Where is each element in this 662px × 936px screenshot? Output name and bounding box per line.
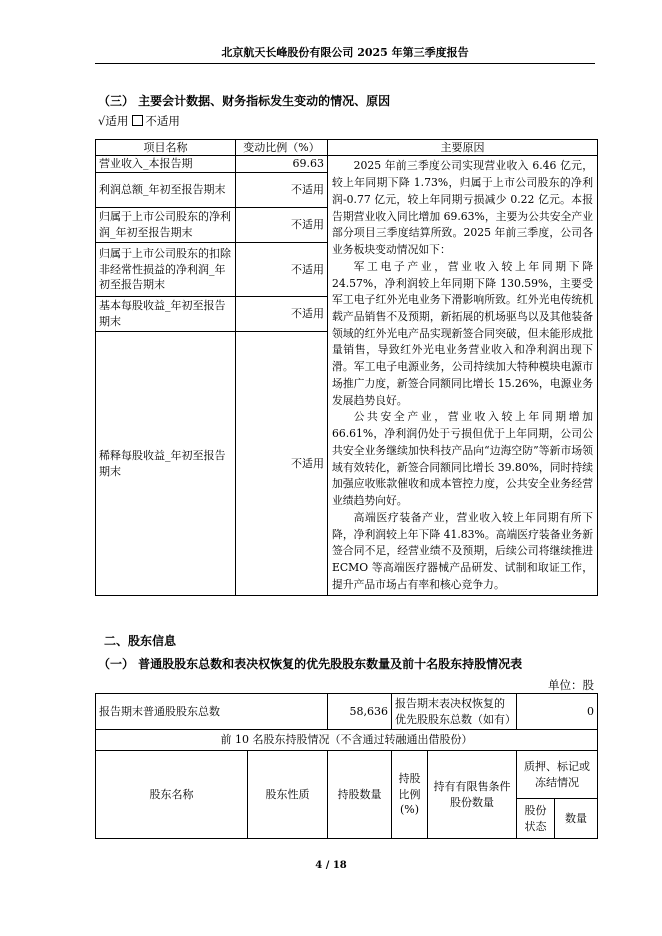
table-header-row <box>96 751 598 799</box>
col-holder-name: 股东名称 <box>96 751 248 839</box>
top10-title: 前 10 名股东持股情况（不含通过转融通出借股份） <box>96 730 598 751</box>
applicable-label: 适用 <box>105 114 129 128</box>
header-change-ratio: 变动比例（%） <box>236 140 328 156</box>
section-heading: 二、股东信息 <box>104 634 177 648</box>
applicability-options <box>98 113 180 129</box>
row-value: 不适用 <box>236 242 328 296</box>
header-item-name: 项目名称 <box>96 140 236 156</box>
total-holders-value: 58,636 <box>328 694 392 730</box>
checkbox-icon <box>132 115 143 126</box>
shareholders-table <box>95 693 598 839</box>
row-name: 利润总额_年初至报告期末 <box>96 172 236 207</box>
page-header: 北京航天长峰股份有限公司 2025 年第三季度报告 <box>95 44 595 64</box>
total-holders-label: 报告期末普通股股东总数 <box>96 694 328 730</box>
subsection-heading: （一） 普通股股东总数和表决权恢复的优先股股东数量及前十名股东持股情况表 <box>98 657 523 671</box>
reason-paragraph: 公共安全产业，营业收入较上年同期增加 66.61%，净利润仍处于亏损但优于上年同期，公司公共安全业务继续加快科技产品向“边海空防”等新市场领域有效转化，新签合同额同比增长 39.80%，同时持续加强应收账款催收和成本管控力度，公共安全业务经营业绩趋势向好。 <box>332 410 593 508</box>
header-main-reason: 主要原因 <box>328 140 598 156</box>
col-quantity: 数量 <box>555 799 598 839</box>
table-row <box>96 694 598 730</box>
row-name: 营业收入_本报告期 <box>96 156 236 172</box>
check-mark-icon: √ <box>98 114 106 128</box>
row-name: 归属于上市公司股东的净利润_年初至报告期末 <box>96 207 236 242</box>
row-value: 不适用 <box>236 296 328 331</box>
table-header-row <box>96 140 598 156</box>
row-value: 不适用 <box>236 207 328 242</box>
preferred-holders-value: 0 <box>517 694 598 730</box>
row-value: 69.63 <box>236 156 328 172</box>
row-value: 不适用 <box>236 172 328 207</box>
table-row <box>96 730 598 751</box>
not-applicable-label: 不适用 <box>145 114 180 128</box>
preferred-holders-label: 报告期末表决权恢复的优先股股东总数（如有） <box>392 694 517 730</box>
row-name: 归属于上市公司股东的扣除非经常性损益的净利润_年初至报告期末 <box>96 242 236 296</box>
row-name: 稀释每股收益_年初至报告期末 <box>96 331 236 596</box>
row-name: 基本每股收益_年初至报告期末 <box>96 296 236 331</box>
main-reason-cell <box>328 156 598 596</box>
change-reasons-table <box>95 139 598 596</box>
col-ratio: 持股比例(%) <box>392 751 428 839</box>
row-value: 不适用 <box>236 331 328 596</box>
reason-paragraph: 军工电子产业，营业收入较上年同期下降 24.57%，净利润较上年同期下降 130.59%，主要受军工电子红外光电业务下滑影响所致。红外光电传统机载产品销售不及预期，新拓展的机场驱鸟以及其他装备领域的红外光电产品实现新签合同突破，但未能形成批量销售，导致红外光电业务营业收入和净利润出现下滑。军工电子电源业务，公司持续加大特种模块电源市场推广力度，新签合同额同比增长 15.26%，电源业务发展趋势良好。 <box>332 259 593 407</box>
col-holder-nature: 股东性质 <box>248 751 328 839</box>
reason-paragraph: 2025 年前三季度公司实现营业收入 6.46 亿元，较上年同期下降 1.73%，归属于上市公司股东的净利润-0.77 亿元，较上年同期亏损减少 0.22 亿元。本报告期营业收入同比增加 69.63%，主要为公共安全产业部分项目三季度结算所致。2025 年前三季度，公司各业务板块变动情况如下： <box>332 159 593 257</box>
col-share-status: 股份状态 <box>517 799 555 839</box>
col-restricted-shares: 持有有限售条件股份数量 <box>428 751 517 839</box>
unit-label: 单位：股 <box>548 678 594 692</box>
section-title: （三） 主要会计数据、财务指标发生变动的情况、原因 <box>98 94 391 108</box>
col-pledge-status: 质押、标记或冻结情况 <box>517 751 598 799</box>
table-row <box>96 156 598 172</box>
reason-paragraph: 高端医疗装备产业，营业收入较上年同期有所下降，净利润较上年下降 41.83%。高端医疗装备业务新签合同不足，经营业绩不及预期，后续公司将继续推进 ECMO 等高端医疗器械产品研发、试制和取证工作，提升产品市场占有率和核心竞争力。 <box>332 510 593 591</box>
page-number: 4 / 18 <box>315 860 347 871</box>
col-shares: 持股数量 <box>328 751 392 839</box>
